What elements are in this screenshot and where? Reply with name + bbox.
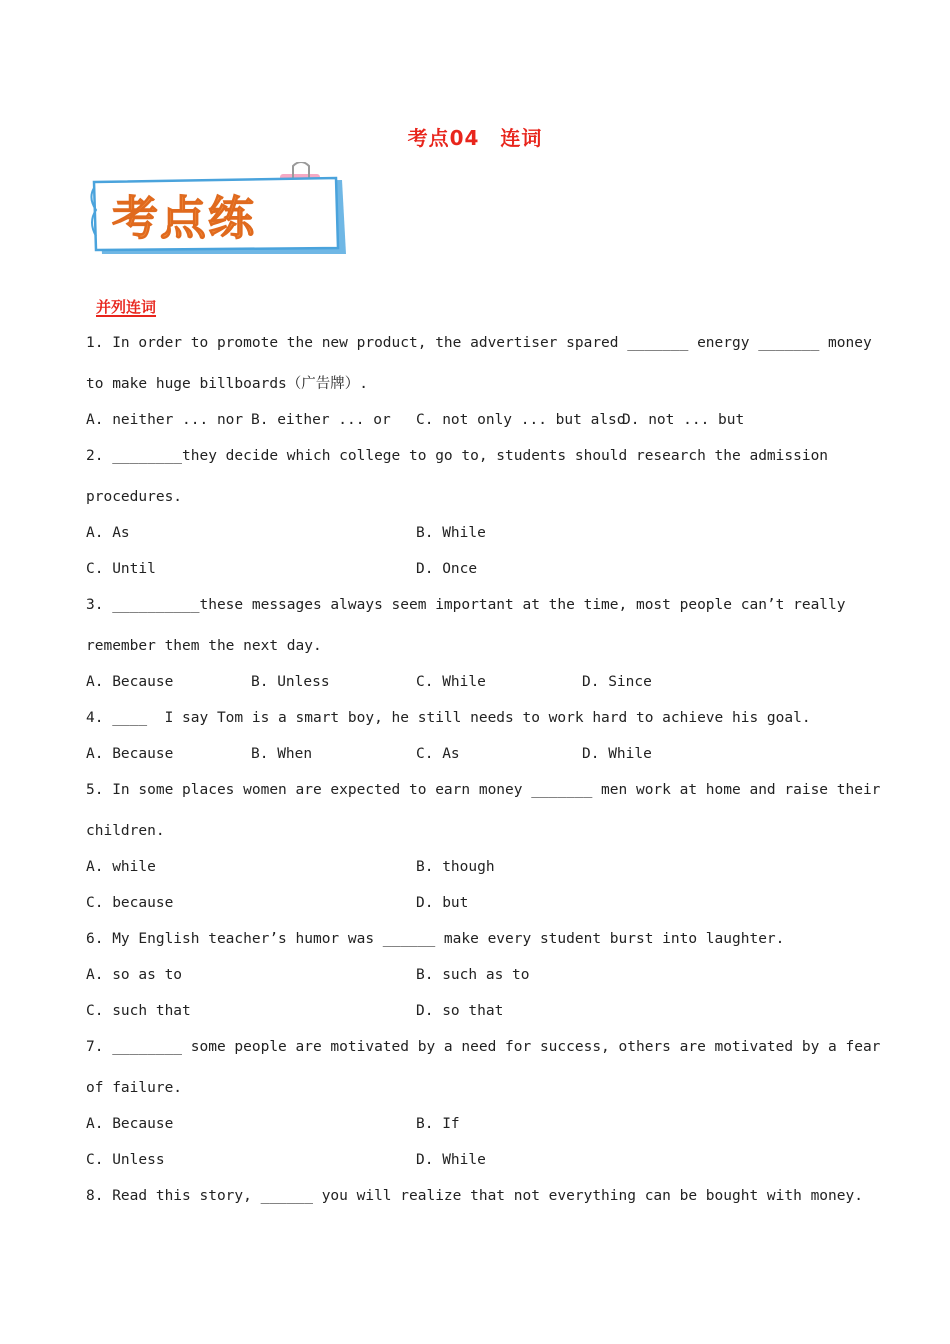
option-6d[interactable]: D. so that [416, 1003, 504, 1019]
question-7-text-cont: of failure. [86, 1080, 183, 1096]
question-8-text: 8. Read this story, ______ you will realize that not everything can be bought with money. [86, 1188, 863, 1204]
option-2a[interactable]: A. As [86, 525, 130, 541]
question-7-text: 7. ________ some people are motivated by a need for success, others are motivated by a fear [86, 1039, 881, 1055]
option-6b[interactable]: B. such as to [416, 967, 530, 983]
section-title: 并列连词 [96, 298, 157, 316]
option-2c[interactable]: C. Until [86, 561, 156, 577]
question-5-text: 5. In some places women are expected to earn money _______ men work at home and raise their [86, 782, 881, 798]
option-3a[interactable]: A. Because [86, 674, 174, 690]
option-3c[interactable]: C. While [416, 674, 486, 690]
question-2-text-cont: procedures. [86, 489, 183, 505]
option-5c[interactable]: C. because [86, 895, 174, 911]
question-1-text: 1. In order to promote the new product, the advertiser spared _______ energy _______ money [86, 335, 872, 351]
banner-text: 考点练 [112, 191, 256, 245]
option-3b[interactable]: B. Unless [251, 674, 330, 690]
option-7a[interactable]: A. Because [86, 1116, 174, 1132]
option-5b[interactable]: B. though [416, 859, 495, 875]
option-1a[interactable]: A. neither ... nor [86, 412, 244, 428]
option-1d[interactable]: D. not ... but [622, 412, 745, 428]
question-4-text: 4. ____ I say Tom is a smart boy, he still needs to work hard to achieve his goal. [86, 710, 811, 726]
kaodianlian-banner [88, 162, 350, 258]
option-2b[interactable]: B. While [416, 525, 486, 541]
option-4a[interactable]: A. Because [86, 746, 174, 762]
option-4c[interactable]: C. As [416, 746, 460, 762]
option-4d[interactable]: D. While [582, 746, 652, 762]
question-3-text: 3. __________these messages always seem important at the time, most people can’t really [86, 597, 846, 613]
option-7d[interactable]: D. While [416, 1152, 486, 1168]
option-6a[interactable]: A. so as to [86, 967, 183, 983]
option-6c[interactable]: C. such that [86, 1003, 191, 1019]
option-1b[interactable]: B. either ... or [251, 412, 391, 428]
option-5a[interactable]: A. while [86, 859, 156, 875]
option-7b[interactable]: B. If [416, 1116, 460, 1132]
page-title: 考点04 连词 [407, 126, 543, 150]
question-6-text: 6. My English teacher’s humor was ______ make every student burst into laughter. [86, 931, 785, 947]
question-1-text-cont: to make huge billboards（广告牌）. [86, 376, 369, 392]
option-7c[interactable]: C. Unless [86, 1152, 165, 1168]
option-5d[interactable]: D. but [416, 895, 469, 911]
question-5-text-cont: children. [86, 823, 165, 839]
option-4b[interactable]: B. When [251, 746, 313, 762]
option-2d[interactable]: D. Once [416, 561, 478, 577]
question-3-text-cont: remember them the next day. [86, 638, 322, 654]
option-1c[interactable]: C. not only ... but also [416, 412, 626, 428]
question-2-text: 2. ________they decide which college to go to, students should research the admission [86, 448, 829, 464]
option-3d[interactable]: D. Since [582, 674, 652, 690]
